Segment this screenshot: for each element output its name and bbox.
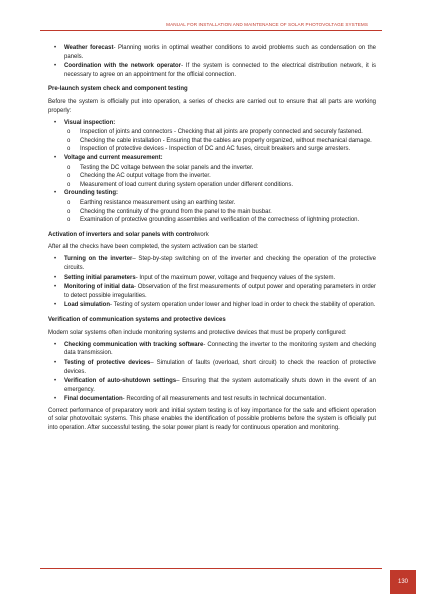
circle-bullet-icon: o bbox=[67, 181, 71, 188]
list-item: • Testing of protective devices– Simulation of faults (overload, short circuit) to check the reaction of protective devices. bbox=[54, 359, 377, 375]
paragraph: Modern solar systems often include monitoring systems and protective devices that must be properly configured: bbox=[48, 329, 347, 336]
page-content bbox=[48, 44, 376, 436]
circle-bullet-icon: o bbox=[67, 137, 71, 144]
list-item: • Voltage and current measurement: bbox=[54, 155, 163, 162]
sub-list-item: o Checking the cable installation - Ensuring that the cables are properly organized, without mechanical damage. bbox=[67, 137, 372, 144]
section-heading: Activation of inverters and solar panels with controlwork bbox=[48, 231, 209, 238]
circle-bullet-icon: o bbox=[67, 200, 71, 206]
checks-list bbox=[48, 119, 376, 225]
bullet-icon: • bbox=[54, 45, 57, 51]
sub-list-item: o Examination of protective grounding assemblies and verification of the correctness of lightning protection. bbox=[67, 217, 360, 224]
list-item: • Turning on the inverter– Step-by-step switching on of the inverter and checking the operation of the protective circuits. bbox=[54, 256, 376, 272]
bullet-icon: • bbox=[54, 119, 57, 126]
list-item: • Grounding testing: bbox=[54, 190, 118, 197]
bullet-icon: • bbox=[54, 190, 57, 197]
section-heading: Pre-launch system check and component testing bbox=[48, 86, 188, 93]
bullet-icon: • bbox=[54, 284, 57, 291]
circle-bullet-icon: o bbox=[67, 173, 71, 180]
bullet-icon: • bbox=[54, 155, 57, 162]
sub-list-item: o Earthing resistance measurement using an earthing tester. bbox=[67, 200, 236, 206]
activation-list bbox=[48, 255, 376, 310]
circle-bullet-icon: o bbox=[67, 208, 71, 215]
list-item: • Coordination with the network operator- If the system is connected to the electrical distribution network, it is necessary to agree on an appointment for the official connection. bbox=[54, 63, 376, 78]
circle-bullet-icon: o bbox=[67, 164, 71, 171]
list-item: • Setting initial parameters- Input of the maximum power, voltage and frequency values of the system. bbox=[54, 274, 336, 281]
footer-rule bbox=[40, 568, 382, 569]
page-number: 130 bbox=[390, 570, 416, 594]
bullet-icon: • bbox=[54, 378, 57, 385]
running-header: MANUAL FOR INSTALLATION AND MAINTENANCE OF SOLAR PHOTOVOLTAGE SYSTEMS bbox=[166, 22, 368, 27]
header-rule bbox=[40, 30, 382, 31]
list-item: • Weather forecast- Planning works in optimal weather conditions to avoid problems such as condensation on the panels. bbox=[54, 45, 376, 60]
bullet-icon: • bbox=[54, 256, 57, 263]
list-item: • Load simulation- Testing of system operation under lower and higher load in order to check the stability of operation. bbox=[54, 302, 376, 309]
bullet-icon: • bbox=[54, 341, 57, 348]
paragraph: After all the checks have been completed, the system activation can be started: bbox=[48, 244, 259, 251]
circle-bullet-icon: o bbox=[67, 146, 71, 153]
bullet-icon: • bbox=[54, 63, 57, 70]
bullet-icon: • bbox=[54, 359, 57, 366]
sub-list-item: o Checking the AC output voltage from the inverter. bbox=[67, 173, 211, 180]
bullet-icon: • bbox=[54, 302, 57, 309]
conclusion-paragraph: Correct performance of preparatory work and initial system testing is of key importance for the safe and efficient operation of solar photovoltaic systems. This phase enables the identification of possible problems before the system is officially put into operation. After successful testing, the solar power plant is ready for continuous operation and monitoring. bbox=[48, 407, 376, 432]
bullet-icon: • bbox=[54, 396, 57, 403]
sub-list-item: o Testing the DC voltage between the solar panels and the inverter. bbox=[67, 164, 254, 171]
list-item: • Monitoring of initial data- Observation of the first measurements of output power and operating parameters in order to detect possible irregularities. bbox=[54, 284, 376, 299]
section-heading: Verification of communication systems and protective devices bbox=[48, 317, 226, 324]
list-item: • Checking communication with tracking software- Connecting the inverter to the monitoring system and checking data transmission. bbox=[54, 341, 376, 357]
bullet-icon: • bbox=[54, 274, 57, 281]
list-item: • Final documentation- Recording of all measurements and test results in technical documentation. bbox=[54, 396, 327, 403]
top-bullet-list bbox=[48, 44, 376, 79]
paragraph: Before the system is officially put into operation, a series of checks are carried out to ensure that all parts are working properly: bbox=[48, 98, 376, 114]
list-item: • Verification of auto-shutdown settings– Ensuring that the system automatically shuts down in the event of an emergency. bbox=[54, 378, 376, 393]
verification-list bbox=[48, 341, 376, 404]
list-item: • Visual inspection: bbox=[54, 119, 116, 126]
circle-bullet-icon: o bbox=[67, 129, 71, 136]
sub-list-item: o Checking the continuity of the ground from the panel to the main busbar. bbox=[67, 208, 272, 215]
circle-bullet-icon: o bbox=[67, 217, 71, 224]
sub-list-item: o Inspection of joints and connectors - Checking that all joints are properly connected and securely fastened. bbox=[67, 129, 363, 136]
sub-list-item: o Inspection of protective devices - Inspection of DC and AC fuses, circuit breakers and surge arresters. bbox=[67, 146, 351, 153]
sub-list-item: o Measurement of load current during system operation under different conditions. bbox=[67, 181, 294, 188]
